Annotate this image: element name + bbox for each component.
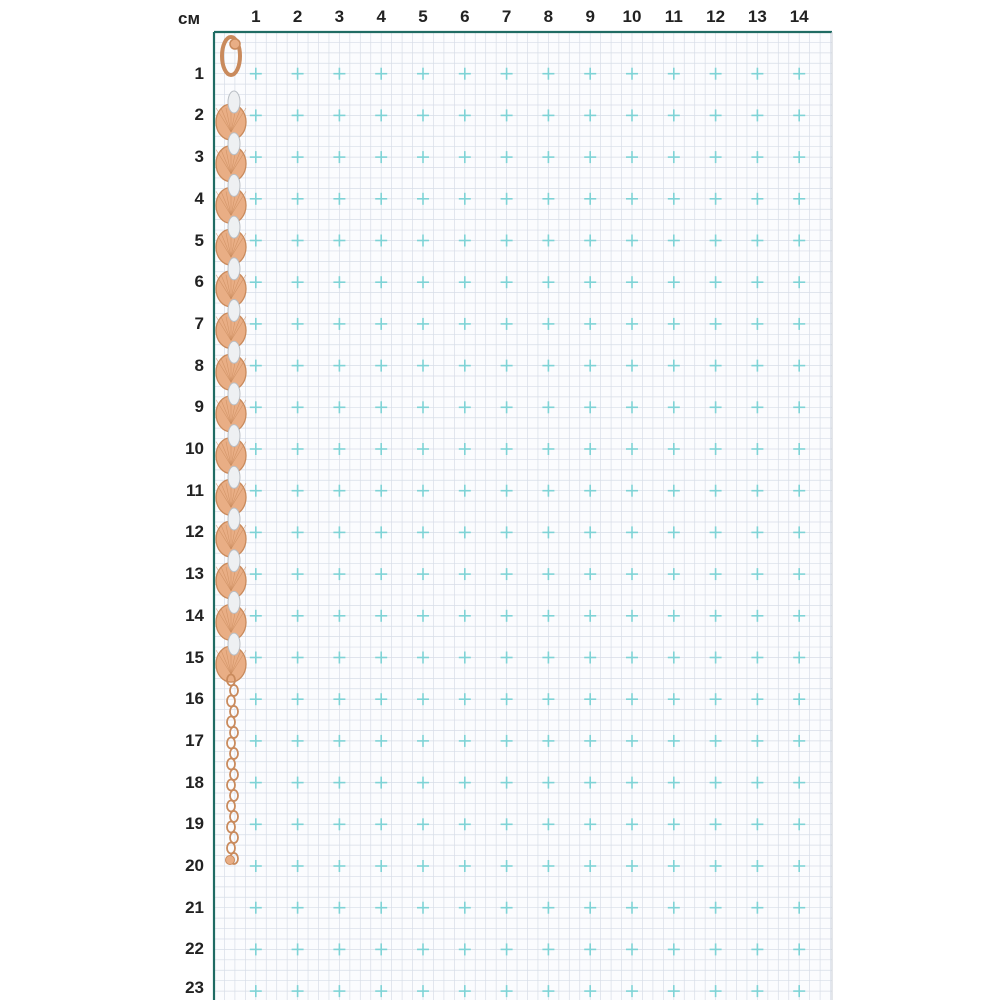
silver-accent-icon: [228, 591, 240, 613]
unit-label: см: [178, 9, 201, 28]
left-tick-label: 6: [194, 272, 204, 292]
silver-accent-icon: [228, 633, 240, 655]
left-tick-label: 15: [185, 647, 204, 667]
left-tick-label: 10: [185, 439, 204, 458]
top-tick-label: 10: [622, 7, 642, 26]
silver-accent-icon: [228, 383, 240, 405]
left-tick-label: 1: [194, 63, 204, 83]
silver-accent-icon: [228, 216, 240, 238]
left-tick-label: 7: [194, 313, 204, 333]
left-tick-label: 2: [194, 105, 204, 125]
top-tick-label: 13: [747, 7, 767, 26]
left-tick-label: 11: [186, 480, 204, 500]
top-tick-label: 14: [789, 7, 809, 26]
top-tick-label: 11: [664, 7, 683, 26]
grid-paper: [214, 32, 832, 1000]
left-tick-label: 23: [185, 978, 204, 997]
top-tick-label: 4: [376, 7, 386, 26]
left-tick-label: 22: [185, 939, 204, 959]
left-tick-label: 5: [194, 230, 204, 250]
silver-accent-icon: [228, 550, 240, 572]
top-tick-label: 7: [501, 7, 512, 26]
top-tick-label: 3: [334, 7, 345, 26]
left-tick-label: 18: [185, 772, 204, 792]
silver-accent-icon: [228, 425, 240, 447]
silver-accent-icon: [228, 341, 240, 363]
left-tick-label: 17: [185, 730, 204, 750]
left-tick-label: 14: [185, 605, 204, 625]
left-tick-label: 19: [185, 814, 204, 834]
left-tick-label: 4: [194, 188, 204, 208]
left-tick-label: 9: [194, 397, 204, 417]
left-tick-label: 13: [185, 564, 204, 584]
clasp-ring-icon: [230, 39, 240, 49]
left-tick-label: 3: [194, 147, 204, 167]
left-tick-label: 16: [185, 689, 204, 709]
chain-end-bead-icon: [226, 856, 235, 865]
left-tick-label: 20: [185, 856, 204, 875]
top-tick-label: 8: [543, 7, 554, 26]
top-tick-label: 12: [706, 7, 726, 26]
silver-accent-icon: [228, 91, 240, 113]
top-tick-label: 1: [251, 7, 261, 26]
silver-accent-icon: [228, 300, 240, 322]
top-tick-label: 5: [418, 7, 428, 26]
top-tick-label: 6: [460, 7, 470, 26]
top-tick-label: 9: [585, 7, 595, 26]
silver-accent-icon: [228, 508, 240, 530]
left-tick-label: 8: [194, 355, 204, 375]
top-tick-label: 2: [292, 7, 303, 26]
silver-accent-icon: [228, 258, 240, 280]
silver-accent-icon: [228, 174, 240, 196]
left-tick-label: 21: [185, 897, 204, 917]
silver-accent-icon: [228, 466, 240, 488]
left-tick-label: 12: [185, 522, 204, 542]
silver-accent-icon: [228, 133, 240, 155]
